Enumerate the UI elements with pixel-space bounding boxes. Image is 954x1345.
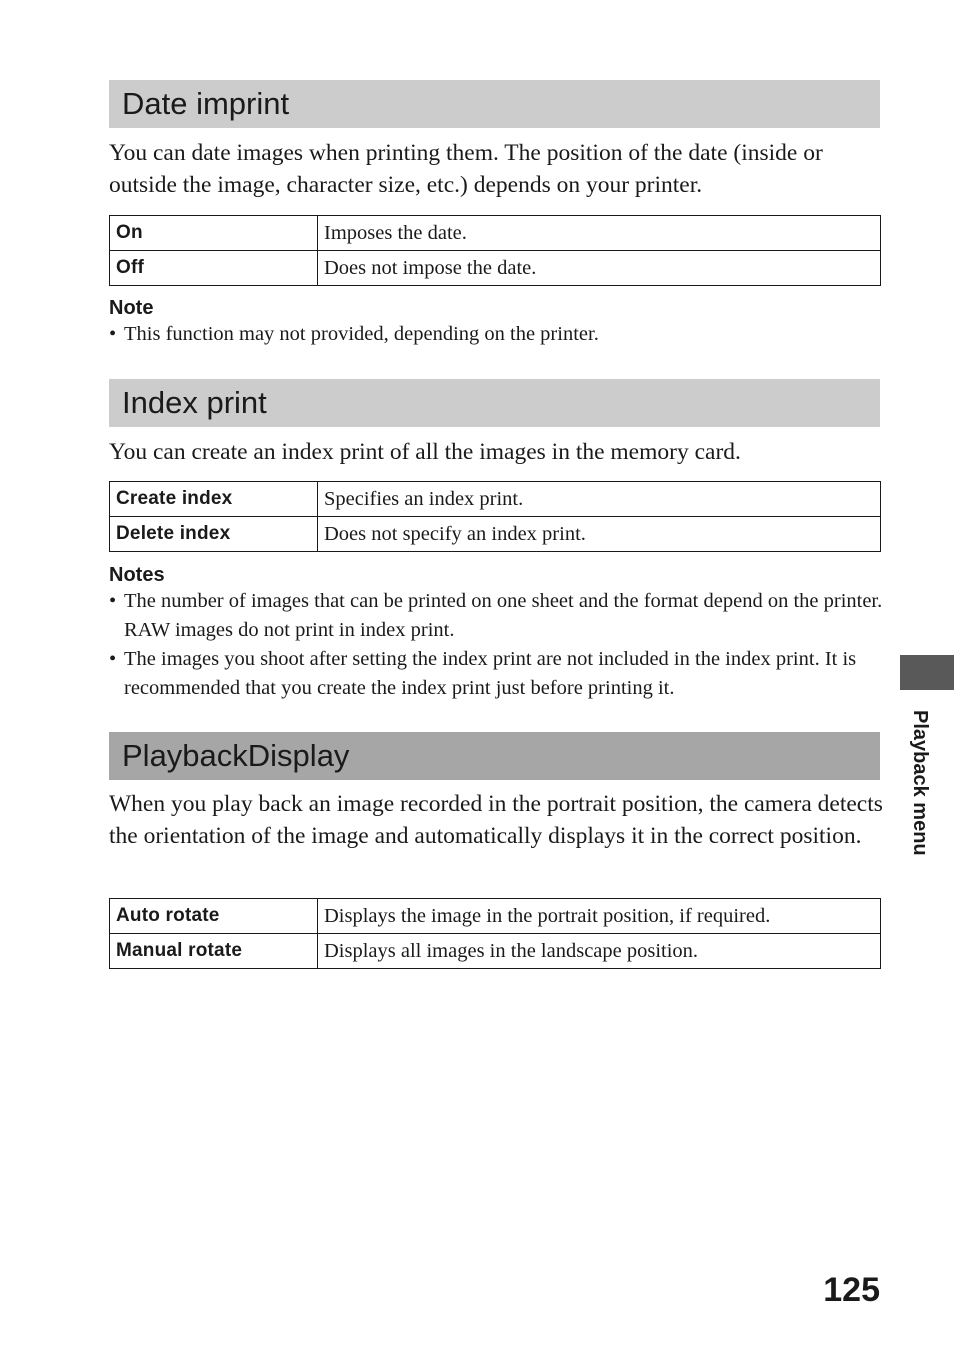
table-row [110, 517, 881, 552]
note-heading: Notes [109, 564, 165, 586]
option-description: Specifies an index print. [318, 482, 881, 517]
note-item: • The number of images that can be printed on one sheet and the format depend on the printer. RAW images do not print in index print. [109, 587, 884, 645]
options-table-date-imprint [109, 215, 881, 286]
section-body-date-imprint: You can date images when printing them. The position of the date (inside or outside the image, character size, etc.) depends on your printer. [109, 140, 823, 198]
option-description: Displays the image in the portrait position, if required. [318, 899, 881, 934]
options-table-playback-display [109, 898, 881, 969]
table-row [110, 251, 881, 286]
option-description: Displays all images in the landscape position. [318, 934, 881, 969]
note-list [109, 587, 884, 703]
option-key: Auto rotate [110, 899, 318, 934]
section-heading-playback-display: PlaybackDisplay [109, 732, 880, 780]
options-table-index-print [109, 481, 881, 552]
option-description: Does not specify an index print. [318, 517, 881, 552]
table-row [110, 934, 881, 969]
option-description: Imposes the date. [318, 216, 881, 251]
option-key: Delete index [110, 517, 318, 552]
option-key: Off [110, 251, 318, 286]
table-row [110, 216, 881, 251]
option-key: Manual rotate [110, 934, 318, 969]
section-heading-index-print: Index print [109, 379, 880, 427]
section-body-playback-display: When you play back an image recorded in the portrait position, the camera detects the orientation of the image and automatically displays it in the correct position. [109, 791, 883, 849]
chapter-tab-label: Playback menu [909, 710, 931, 856]
option-key: Create index [110, 482, 318, 517]
section-body-index-print: You can create an index print of all the images in the memory card. [109, 439, 741, 465]
note-item: • This function may not provided, depending on the printer. [109, 320, 884, 349]
chapter-tab-marker [900, 655, 954, 690]
note-item: • The images you shoot after setting the index print are not included in the index print. It is recommended that you create the index print just before printing it. [109, 645, 884, 703]
table-row [110, 482, 881, 517]
note-list [109, 320, 884, 349]
table-row [110, 899, 881, 934]
section-heading-date-imprint: Date imprint [109, 80, 880, 128]
note-heading: Note [109, 297, 154, 319]
page-number: 125 [823, 1271, 880, 1309]
option-key: On [110, 216, 318, 251]
option-description: Does not impose the date. [318, 251, 881, 286]
